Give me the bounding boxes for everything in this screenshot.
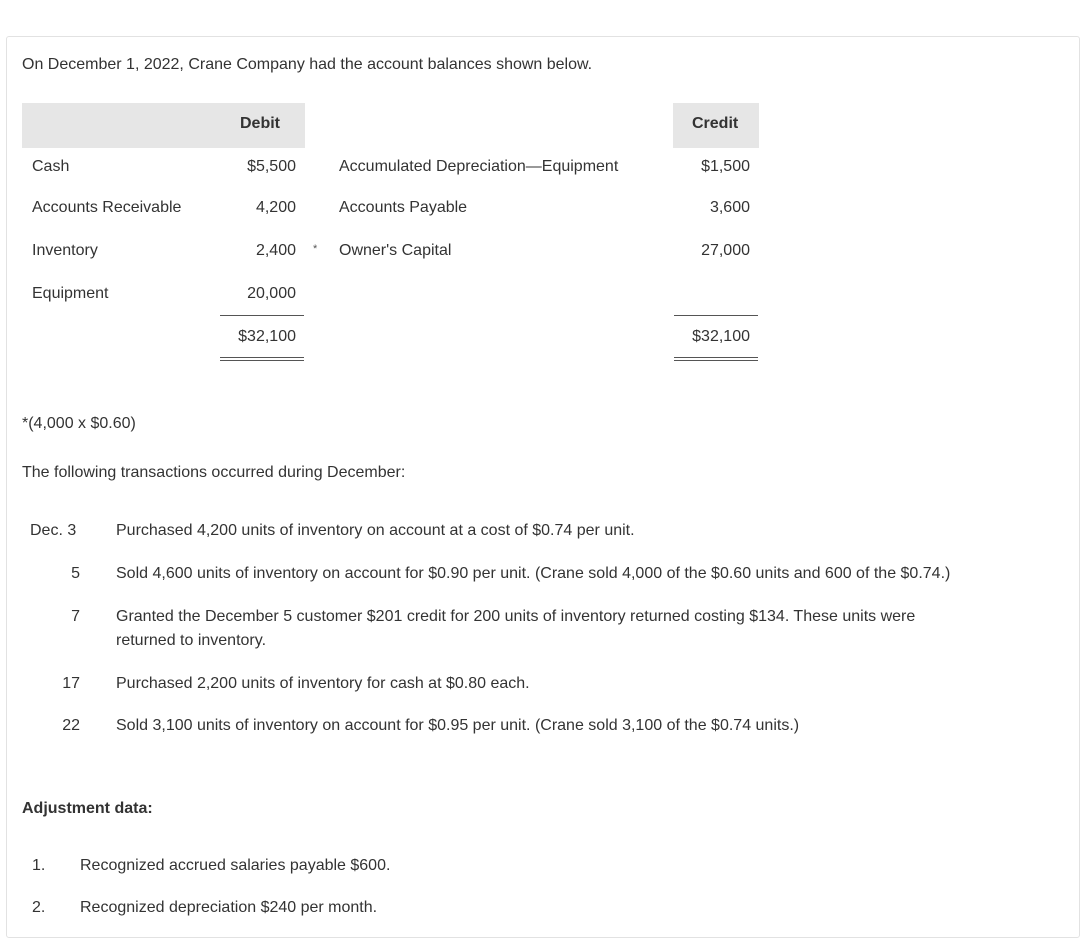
inventory-asterisk: *	[313, 243, 318, 255]
footnote: *(4,000 x $0.60)	[22, 415, 136, 432]
credit-header: Credit	[692, 115, 739, 132]
debit-amount-equipment: 20,000	[247, 285, 296, 302]
debit-amount-receivable: 4,200	[255, 199, 296, 216]
debit-amount-inventory: 2,400	[255, 242, 296, 259]
debit-amount-cash: $5,500	[247, 158, 296, 175]
transaction-text: Granted the December 5 customer $201 credit for 200 units of inventory returned costing $134. These units were	[116, 608, 916, 625]
debit-total: $32,100	[238, 328, 296, 345]
credit-amount-payable: 3,600	[709, 199, 750, 216]
credit-account-capital: Owner's Capital	[339, 242, 452, 259]
transaction-text: Sold 3,100 units of inventory on account for $0.95 per unit. (Crane sold 3,100 of the $0.74 units.)	[116, 717, 800, 734]
debit-account-equipment: Equipment	[32, 285, 109, 302]
transaction-date: 22	[62, 717, 80, 734]
credit-account-payable: Accounts Payable	[339, 199, 468, 216]
transaction-date: 5	[71, 565, 80, 582]
transaction-text-continued: returned to inventory.	[116, 632, 267, 649]
debit-header: Debit	[240, 115, 280, 132]
debit-account-cash: Cash	[32, 158, 70, 175]
credit-amount-capital: 27,000	[701, 242, 750, 259]
transaction-text: Sold 4,600 units of inventory on account for $0.90 per unit. (Crane sold 4,000 of the $0.60 units and 600 of the $0.74.)	[116, 565, 951, 582]
transaction-text: Purchased 4,200 units of inventory on account at a cost of $0.74 per unit.	[116, 522, 635, 539]
credit-total-double-rule	[674, 357, 758, 361]
adjustment-title: Adjustment data:	[22, 800, 153, 817]
transactions-intro: The following transactions occurred during December:	[22, 464, 406, 481]
debit-total-double-rule	[220, 357, 304, 361]
adjustment-text: Recognized accrued salaries payable $600.	[80, 857, 391, 874]
debit-account-inventory: Inventory	[32, 242, 98, 259]
transaction-date: 7	[71, 608, 80, 625]
transaction-date: Dec. 3	[30, 522, 77, 539]
debit-subtotal-rule	[220, 315, 304, 316]
credit-account-accum-depr: Accumulated Depreciation—Equipment	[339, 158, 619, 175]
adjustment-number: 1.	[32, 857, 46, 874]
credit-subtotal-rule	[674, 315, 758, 316]
adjustment-number: 2.	[32, 899, 46, 916]
transaction-date: 17	[62, 675, 80, 692]
credit-amount-accum-depr: $1,500	[701, 158, 750, 175]
adjustment-text: Recognized depreciation $240 per month.	[80, 899, 378, 916]
transaction-text: Purchased 2,200 units of inventory for cash at $0.80 each.	[116, 675, 530, 692]
credit-total: $32,100	[692, 328, 750, 345]
intro-text: On December 1, 2022, Crane Company had the account balances shown below.	[22, 56, 593, 73]
debit-account-receivable: Accounts Receivable	[32, 199, 182, 216]
